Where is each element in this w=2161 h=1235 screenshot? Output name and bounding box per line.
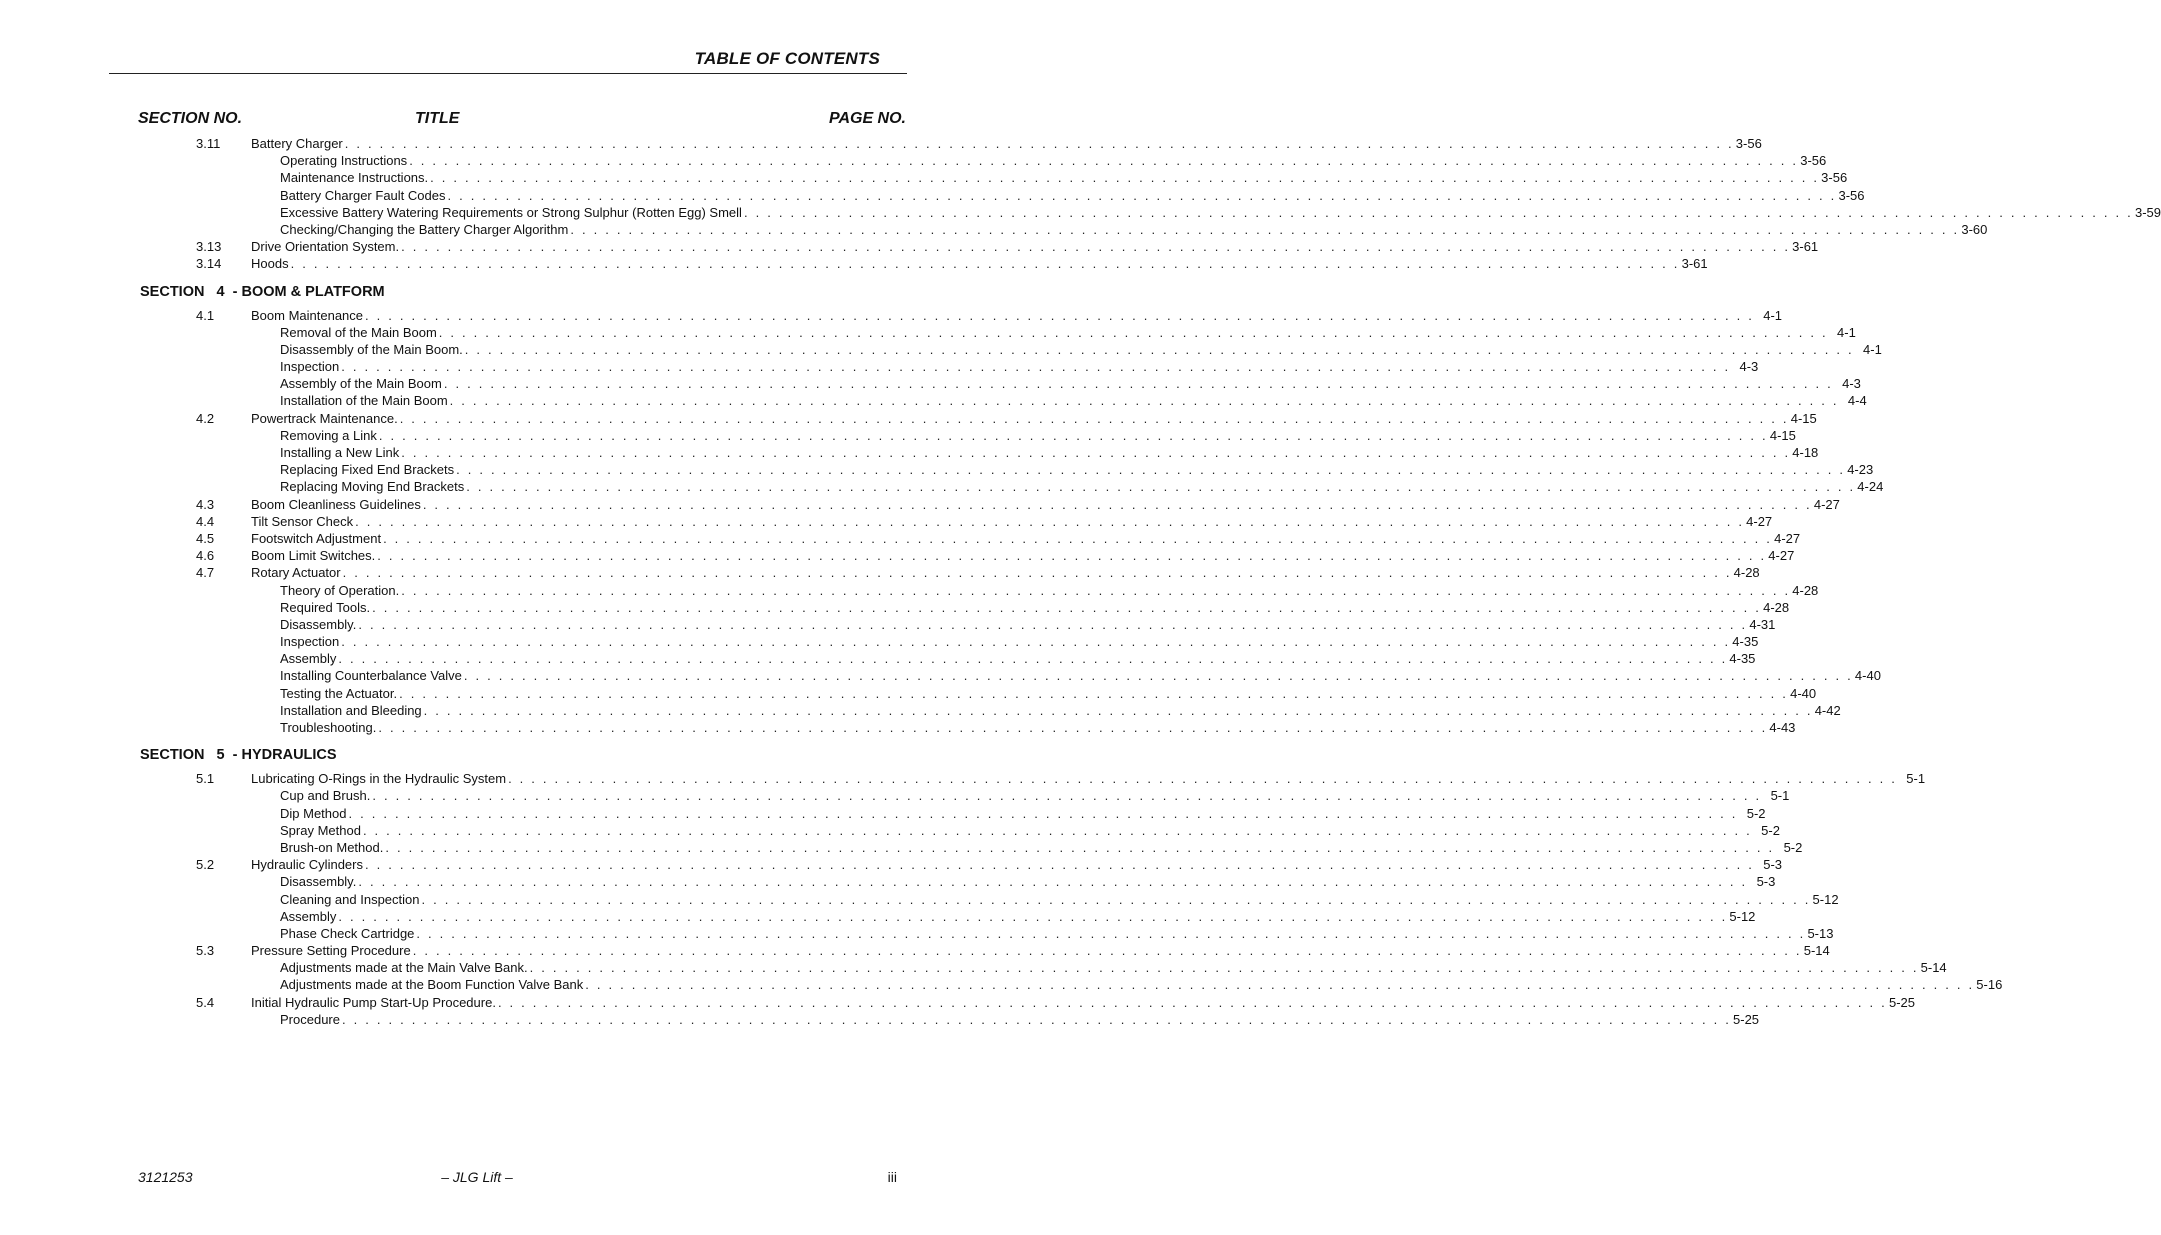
dot-leader: . . . . . . . . . . . . . . . . . . . . . . . . . . . . . . . . . . . . . . . . . . . . . . . . . . . . . . . . . . . . . . . . . . . . . . . . . . . . . . . . . . . . . . . . . . . . . . . . . . . . . . . . . . . . . . . . . . . . . . . . bbox=[399, 685, 1789, 701]
toc-entry-title: Assembly of the Main Boom bbox=[280, 376, 442, 392]
dot-leader: . . . . . . . . . . . . . . . . . . . . . . . . . . . . . . . . . . . . . . . . . . . . . . . . . . . . . . . . . . . . . . . . . . . . . . . . . . . . . . . . . . . . . . . . . . . . . . . . . . . . . . . . . . . . . . . . . . . . . . . . bbox=[443, 376, 1833, 392]
toc-entry-title: Installing a New Link bbox=[280, 445, 400, 460]
dot-leader: . . . . . . . . . . . . . . . . . . . . . . . . . . . . . . . . . . . . . . . . . . . . . . . . . . . . . . . . . . . . . . . . . . . . . . . . . . . . . . . . . . . . . . . . . . . . . . . . . . . . . . . . . . . . . . . . . . . . . . . . bbox=[378, 720, 1768, 735]
toc-entry[interactable] bbox=[0, 667, 1881, 684]
toc-entry[interactable] bbox=[0, 461, 1874, 478]
toc-entry-number: 4.1 bbox=[196, 307, 215, 323]
toc-entry-title: Checking/Changing the Battery Charger Algorithm bbox=[280, 221, 569, 237]
toc-entry-title: Cleaning and Inspection bbox=[280, 891, 420, 907]
toc-entry[interactable] bbox=[0, 375, 1861, 392]
toc-entry-number: 5.1 bbox=[196, 771, 215, 787]
toc-entry-page: 3-59 bbox=[2134, 204, 2161, 220]
toc-entry-title: Replacing Fixed End Brackets bbox=[280, 462, 455, 478]
dot-leader: . . . . . . . . . . . . . . . . . . . . . . . . . . . . . . . . . . . . . . . . . . . . . . . . . . . . . . . . . . . . . . . . . . . . . . . . . . . . . . . . . . . . . . . . . . . . . . . . . . . . . . . . . . . . . . . . . . . . . . . . bbox=[497, 994, 1887, 1010]
dot-leader: . . . . . . . . . . . . . . . . . . . . . . . . . . . . . . . . . . . . . . . . . . . . . . . . . . . . . . . . . . . . . . . . . . . . . . . . . . . . . . . . . . . . . . . . . . . . . . . . . . . . . . . . . . . . . . . . . . . . . . . . bbox=[529, 960, 1919, 976]
toc-entry-number: 4.7 bbox=[196, 565, 215, 581]
toc-entry-page: 5-12 bbox=[1812, 891, 1839, 907]
section-heading-text: SECTION 4 - BOOM & PLATFORM bbox=[140, 283, 385, 300]
toc-entry-title: Disassembly. bbox=[280, 616, 357, 632]
toc-entry-title: Operating Instructions bbox=[280, 153, 408, 169]
toc-entry-page: 4-28 bbox=[1792, 582, 1819, 598]
toc-entry[interactable] bbox=[0, 324, 1856, 341]
dot-leader: . . . . . . . . . . . . . . . . . . . . . . . . . . . . . . . . . . . . . . . . . . . . . . . . . . . . . . . . . . . . . . . . . . . . . . . . . . . . . . . . . . . . . . . . . . . . . . . . . . . . . . . . . . . . . . . . . . . . . . . . bbox=[401, 445, 1791, 460]
toc-entry-title: Adjustments made at the Boom Function Valve Bank bbox=[280, 977, 584, 993]
toc-entry[interactable] bbox=[0, 719, 1796, 736]
dot-leader: . . . . . . . . . . . . . . . . . . . . . . . . . . . . . . . . . . . . . . . . . . . . . . . . . . . . . . . . . . . . . . . . . . . . . . . . . . . . . . . . . . . . . . . . . . . . . . . . . . . . . . . . . . . . . . . . . . . . . . . . bbox=[358, 616, 1748, 632]
footer-page-number: iii bbox=[887, 1169, 897, 1185]
toc-entry-title: Troubleshooting. bbox=[280, 720, 377, 735]
toc-entry-page: 4-27 bbox=[1813, 496, 1840, 512]
toc-entry-page: 3-61 bbox=[1792, 239, 1819, 255]
toc-entry[interactable] bbox=[0, 410, 1817, 427]
dot-leader: . . . . . . . . . . . . . . . . . . . . . . . . . . . . . . . . . . . . . . . . . . . . . . . . . . . . . . . . . . . . . . . . . . . . . . . . . . . . . . . . . . . . . . . . . . . . . . . . . . . . . . . . . . . . . . . . . . . . . . . . bbox=[377, 548, 1767, 564]
toc-entry-number: 5.4 bbox=[196, 994, 215, 1010]
toc-entry-number: 3.11 bbox=[196, 136, 221, 151]
toc-entry-page: 4-4 bbox=[1847, 393, 1867, 409]
toc-entry[interactable] bbox=[0, 994, 1915, 1011]
dot-leader: . . . . . . . . . . . . . . . . . . . . . . . . . . . . . . . . . . . . . . . . . . . . . . . . . . . . . . . . . . . . . . . . . . . . . . . . . . . . . . . . . . . . . . . . . . . . . . . . . . . . . . . . . . . . . . . . . . . . . . . . bbox=[362, 822, 1752, 838]
toc-entry-title: Drive Orientation System. bbox=[251, 239, 400, 255]
toc-entry[interactable] bbox=[0, 427, 1796, 444]
section-heading bbox=[0, 736, 954, 764]
toc-entry[interactable] bbox=[0, 513, 1773, 530]
dot-leader: . . . . . . . . . . . . . . . . . . . . . . . . . . . . . . . . . . . . . . . . . . . . . . . . . . . . . . . . . . . . . . . . . . . . . . . . . . . . . . . . . . . . . . . . . . . . . . . . . . . . . . . . . . . . . . . . . . . . . . . . bbox=[423, 702, 1813, 718]
toc-entry-title: Boom Limit Switches. bbox=[251, 548, 376, 564]
toc-entry[interactable] bbox=[0, 839, 1803, 856]
toc-entry[interactable] bbox=[0, 891, 1839, 908]
footer-center-text: – JLG Lift – bbox=[441, 1169, 513, 1185]
toc-entry-number: 4.5 bbox=[196, 530, 215, 546]
dot-leader: . . . . . . . . . . . . . . . . . . . . . . . . . . . . . . . . . . . . . . . . . . . . . . . . . . . . . . . . . . . . . . . . . . . . . . . . . . . . . . . . . . . . . . . . . . . . . . . . . . . . . . . . . . . . . . . . . . . . . . . . bbox=[422, 496, 1812, 512]
toc-entry-title: Theory of Operation. bbox=[280, 582, 400, 598]
dot-leader: . . . . . . . . . . . . . . . . . . . . . . . . . . . . . . . . . . . . . . . . . . . . . . . . . . . . . . . . . . . . . . . . . . . . . . . . . . . . . . . . . . . . . . . . . . . . . . . . . . . . . . . . . . . . . . . . . . . . . . . . bbox=[570, 221, 1960, 237]
toc-entry[interactable] bbox=[0, 307, 1783, 324]
toc-entry-title: Phase Check Cartridge bbox=[280, 925, 415, 941]
footer-doc-number: 3121253 bbox=[138, 1169, 193, 1185]
toc-entry-title: Hoods bbox=[251, 256, 289, 272]
column-heading-page: PAGE NO. bbox=[828, 110, 906, 127]
toc-entry-page: 4-24 bbox=[1857, 479, 1884, 495]
toc-entry-page: 5-16 bbox=[1976, 977, 2003, 993]
toc-entry[interactable] bbox=[0, 496, 1840, 513]
dot-leader: . . . . . . . . . . . . . . . . . . . . . . . . . . . . . . . . . . . . . . . . . . . . . . . . . . . . . . . . . . . . . . . . . . . . . . . . . . . . . . . . . . . . . . . . . . . . . . . . . . . . . . . . . . . . . . . . . . . . . . . . bbox=[348, 805, 1738, 821]
toc-entry-page: 4-1 bbox=[1863, 341, 1882, 357]
dot-leader: . . . . . . . . . . . . . . . . . . . . . . . . . . . . . . . . . . . . . . . . . . . . . . . . . . . . . . . . . . . . . . . . . . . . . . . . . . . . . . . . . . . . . . . . . . . . . . . . . . . . . . . . . . . . . . . . . . . . . . . . bbox=[383, 530, 1773, 546]
dot-leader: . . . . . . . . . . . . . . . . . . . . . . . . . . . . . . . . . . . . . . . . . . . . . . . . . . . . . . . . . . . . . . . . . . . . . . . . . . . . . . . . . . . . . . . . . . . . . . . . . . . . . . . . . . . . . . . . . . . . . . . . bbox=[341, 634, 1731, 650]
toc-entry-title: Disassembly of the Main Boom. bbox=[280, 341, 463, 357]
toc-entry-page: 3-60 bbox=[1961, 221, 1988, 237]
toc-entry-title: Removing a Link bbox=[280, 427, 377, 443]
dot-leader: . . . . . . . . . . . . . . . . . . . . . . . . . . . . . . . . . . . . . . . . . . . . . . . . . . . . . . . . . . . . . . . . . . . . . . . . . . . . . . . . . . . . . . . . . . . . . . . . . . . . . . . . . . . . . . . . . . . . . . . . bbox=[421, 891, 1811, 907]
toc-entry[interactable] bbox=[0, 770, 1926, 787]
toc-entry-title: Pressure Setting Procedure bbox=[251, 943, 411, 959]
dot-leader: . . . . . . . . . . . . . . . . . . . . . . . . . . . . . . . . . . . . . . . . . . . . . . . . . . . . . . . . . . . . . . . . . . . . . . . . . . . . . . . . . . . . . . . . . . . . . . . . . . . . . . . . . . . . . . . . . . . . . . . . bbox=[358, 874, 1748, 890]
dot-leader: . . . . . . . . . . . . . . . . . . . . . . . . . . . . . . . . . . . . . . . . . . . . . . . . . . . . . . . . . . . . . . . . . . . . . . . . . . . . . . . . . . . . . . . . . . . . . . . . . . . . . . . . . . . . . . . . . . . . . . . . bbox=[355, 513, 1745, 529]
toc-entry-title: Installation of the Main Boom bbox=[280, 393, 448, 409]
toc-entry-page: 4-40 bbox=[1790, 685, 1817, 701]
toc-entry-page: 5-3 bbox=[1763, 857, 1783, 873]
toc-entry-title: Assembly bbox=[280, 908, 337, 924]
toc-entry-page: 4-3 bbox=[1842, 376, 1861, 392]
toc-entry-page: 3-56 bbox=[1800, 153, 1827, 169]
toc-entry-title: Adjustments made at the Main Valve Bank. bbox=[280, 960, 528, 976]
toc-entry-page: 3-61 bbox=[1681, 256, 1708, 272]
toc-entry-title: Required Tools. bbox=[280, 599, 371, 615]
toc-entry-title: Procedure bbox=[280, 1011, 340, 1027]
toc-entry-page: 4-27 bbox=[1768, 548, 1795, 564]
toc-entry[interactable] bbox=[0, 187, 1865, 204]
toc-entry-title: Rotary Actuator bbox=[251, 565, 341, 581]
table-of-contents bbox=[0, 135, 2161, 1028]
toc-entry[interactable] bbox=[0, 169, 1848, 186]
toc-entry[interactable] bbox=[0, 1011, 1760, 1028]
toc-entry[interactable] bbox=[0, 702, 1841, 719]
toc-entry[interactable] bbox=[0, 582, 1819, 599]
toc-entry-title: Dip Method bbox=[280, 805, 347, 821]
toc-entry[interactable] bbox=[0, 564, 1760, 581]
toc-entry-title: Cup and Brush. bbox=[280, 788, 371, 804]
dot-leader: . . . . . . . . . . . . . . . . . . . . . . . . . . . . . . . . . . . . . . . . . . . . . . . . . . . . . . . . . . . . . . . . . . . . . . . . . . . . . . . . . . . . . . . . . . . . . . . . . . . . . . . . . . . . . . . . . . . . . . . . bbox=[290, 256, 1680, 272]
toc-entry-title: Footswitch Adjustment bbox=[251, 530, 382, 546]
dot-leader: . . . . . . . . . . . . . . . . . . . . . . . . . . . . . . . . . . . . . . . . . . . . . . . . . . . . . . . . . . . . . . . . . . . . . . . . . . . . . . . . . . . . . . . . . . . . . . . . . . . . . . . . . . . . . . . . . . . . . . . . bbox=[344, 136, 1734, 151]
toc-entry-title: Removal of the Main Boom bbox=[280, 324, 437, 340]
toc-entry[interactable] bbox=[0, 341, 1882, 358]
dot-leader: . . . . . . . . . . . . . . . . . . . . . . . . . . . . . . . . . . . . . . . . . . . . . . . . . . . . . . . . . . . . . . . . . . . . . . . . . . . . . . . . . . . . . . . . . . . . . . . . . . . . . . . . . . . . . . . . . . . . . . . . bbox=[378, 427, 1768, 443]
toc-entry-title: Lubricating O-Rings in the Hydraulic System bbox=[251, 771, 507, 787]
toc-entry-page: 5-14 bbox=[1920, 960, 1947, 976]
toc-entry-title: Spray Method bbox=[280, 822, 361, 838]
dot-leader: . . . . . . . . . . . . . . . . . . . . . . . . . . . . . . . . . . . . . . . . . . . . . . . . . . . . . . . . . . . . . . . . . . . . . . . . . . . . . . . . . . . . . . . . . . . . . . . . . . . . . . . . . . . . . . . . . . . . . . . . bbox=[585, 977, 1975, 993]
dot-leader: . . . . . . . . . . . . . . . . . . . . . . . . . . . . . . . . . . . . . . . . . . . . . . . . . . . . . . . . . . . . . . . . . . . . . . . . . . . . . . . . . . . . . . . . . . . . . . . . . . . . . . . . . . . . . . . . . . . . . . . . bbox=[447, 187, 1837, 203]
dot-leader: . . . . . . . . . . . . . . . . . . . . . . . . . . . . . . . . . . . . . . . . . . . . . . . . . . . . . . . . . . . . . . . . . . . . . . . . . . . . . . . . . . . . . . . . . . . . . . . . . . . . . . . . . . . . . . . . . . . . . . . . bbox=[401, 582, 1791, 598]
section-heading bbox=[0, 273, 954, 298]
toc-entry-page: 4-35 bbox=[1732, 634, 1759, 650]
toc-entry-number: 4.2 bbox=[196, 410, 215, 426]
section-heading-text: SECTION 5 - HYDRAULICS bbox=[140, 747, 337, 764]
toc-entry-page: 4-43 bbox=[1769, 720, 1796, 735]
toc-entry-page: 5-1 bbox=[1770, 788, 1790, 804]
toc-entry[interactable] bbox=[0, 822, 1780, 839]
toc-entry[interactable] bbox=[0, 204, 2161, 221]
page-header-title: TABLE OF CONTENTS bbox=[694, 49, 880, 68]
toc-entry[interactable] bbox=[0, 925, 1834, 942]
dot-leader: . . . . . . . . . . . . . . . . . . . . . . . . . . . . . . . . . . . . . . . . . . . . . . . . . . . . . . . . . . . . . . . . . . . . . . . . . . . . . . . . . . . . . . . . . . . . . . . . . . . . . . . . . . . . . . . . . . . . . . . . bbox=[401, 239, 1791, 255]
toc-entry[interactable] bbox=[0, 478, 1884, 495]
toc-entry[interactable] bbox=[0, 959, 1947, 976]
dot-leader: . . . . . . . . . . . . . . . . . . . . . . . . . . . . . . . . . . . . . . . . . . . . . . . . . . . . . . . . . . . . . . . . . . . . . . . . . . . . . . . . . . . . . . . . . . . . . . . . . . . . . . . . . . . . . . . . . . . . . . . . bbox=[466, 479, 1856, 495]
toc-entry[interactable] bbox=[0, 908, 1756, 925]
toc-entry-title: Disassembly. bbox=[280, 874, 357, 890]
dot-leader: . . . . . . . . . . . . . . . . . . . . . . . . . . . . . . . . . . . . . . . . . . . . . . . . . . . . . . . . . . . . . . . . . . . . . . . . . . . . . . . . . . . . . . . . . . . . . . . . . . . . . . . . . . . . . . . . . . . . . . . . bbox=[463, 668, 1853, 684]
toc-entry-number: 4.6 bbox=[196, 548, 215, 564]
toc-entry-title: Brush-on Method. bbox=[280, 839, 384, 855]
toc-entry-page: 4-27 bbox=[1746, 513, 1773, 529]
toc-entry-page: 4-1 bbox=[1763, 307, 1783, 323]
toc-entry-title: Boom Cleanliness Guidelines bbox=[251, 496, 421, 512]
toc-entry-page: 4-28 bbox=[1763, 599, 1790, 615]
toc-entry-number: 4.4 bbox=[196, 513, 215, 529]
dot-leader: . . . . . . . . . . . . . . . . . . . . . . . . . . . . . . . . . . . . . . . . . . . . . . . . . . . . . . . . . . . . . . . . . . . . . . . . . . . . . . . . . . . . . . . . . . . . . . . . . . . . . . . . . . . . . . . . . . . . . . . . bbox=[508, 771, 1898, 787]
toc-entry-page: 3-56 bbox=[1735, 136, 1762, 151]
toc-entry[interactable] bbox=[0, 805, 1766, 822]
toc-entry-title: Initial Hydraulic Pump Start-Up Procedure. bbox=[251, 994, 496, 1010]
toc-entry-page: 4-15 bbox=[1790, 410, 1817, 426]
toc-entry[interactable] bbox=[0, 444, 1819, 461]
toc-entry-number: 5.2 bbox=[196, 857, 215, 873]
toc-entry[interactable] bbox=[0, 599, 1790, 616]
dot-leader: . . . . . . . . . . . . . . . . . . . . . . . . . . . . . . . . . . . . . . . . . . . . . . . . . . . . . . . . . . . . . . . . . . . . . . . . . . . . . . . . . . . . . . . . . . . . . . . . . . . . . . . . . . . . . . . . . . . . . . . . bbox=[399, 410, 1789, 426]
dot-leader: . . . . . . . . . . . . . . . . . . . . . . . . . . . . . . . . . . . . . . . . . . . . . . . . . . . . . . . . . . . . . . . . . . . . . . . . . . . . . . . . . . . . . . . . . . . . . . . . . . . . . . . . . . . . . . . . . . . . . . . . bbox=[743, 204, 2133, 220]
toc-entry-title: Installation and Bleeding bbox=[280, 702, 422, 718]
toc-entry[interactable] bbox=[0, 135, 1762, 152]
toc-entry[interactable] bbox=[0, 650, 1756, 667]
dot-leader: . . . . . . . . . . . . . . . . . . . . . . . . . . . . . . . . . . . . . . . . . . . . . . . . . . . . . . . . . . . . . . . . . . . . . . . . . . . . . . . . . . . . . . . . . . . . . . . . . . . . . . . . . . . . . . . . . . . . . . . . bbox=[364, 857, 1755, 873]
toc-entry[interactable] bbox=[0, 358, 1759, 375]
dot-leader: . . . . . . . . . . . . . . . . . . . . . . . . . . . . . . . . . . . . . . . . . . . . . . . . . . . . . . . . . . . . . . . . . . . . . . . . . . . . . . . . . . . . . . . . . . . . . . . . . . . . . . . . . . . . . . . . . . . . . . . . bbox=[456, 462, 1846, 478]
toc-entry-page: 5-12 bbox=[1729, 908, 1756, 924]
toc-entry-title: Maintenance Instructions. bbox=[280, 170, 429, 186]
toc-entry[interactable] bbox=[0, 856, 1783, 873]
toc-entry-page: 4-23 bbox=[1847, 462, 1874, 478]
dot-leader: . . . . . . . . . . . . . . . . . . . . . . . . . . . . . . . . . . . . . . . . . . . . . . . . . . . . . . . . . . . . . . . . . . . . . . . . . . . . . . . . . . . . . . . . . . . . . . . . . . . . . . . . . . . . . . . . . . . . . . . . bbox=[438, 324, 1828, 340]
toc-entry-page: 5-25 bbox=[1888, 994, 1915, 1010]
toc-entry-page: 3-56 bbox=[1838, 187, 1865, 203]
toc-entry[interactable] bbox=[0, 976, 2003, 993]
toc-entry-title: Hydraulic Cylinders bbox=[251, 857, 363, 873]
toc-entry-title: Inspection bbox=[280, 634, 340, 650]
dot-leader: . . . . . . . . . . . . . . . . . . . . . . . . . . . . . . . . . . . . . . . . . . . . . . . . . . . . . . . . . . . . . . . . . . . . . . . . . . . . . . . . . . . . . . . . . . . . . . . . . . . . . . . . . . . . . . . . . . . . . . . . bbox=[449, 393, 1839, 409]
column-heading-section: SECTION NO. bbox=[138, 110, 243, 127]
column-heading-title: TITLE bbox=[415, 110, 460, 127]
toc-entry[interactable] bbox=[0, 152, 1827, 169]
toc-entry[interactable] bbox=[0, 633, 1759, 650]
toc-entry-title: Excessive Battery Watering Requirements or Strong Sulphur (Rotten Egg) Smell bbox=[280, 204, 742, 220]
toc-entry-title: Boom Maintenance bbox=[251, 307, 364, 323]
toc-entry-page: 4-31 bbox=[1749, 616, 1776, 632]
toc-entry[interactable] bbox=[0, 221, 1988, 238]
toc-entry-page: 4-1 bbox=[1837, 324, 1856, 340]
toc-entry[interactable] bbox=[0, 787, 1790, 804]
toc-entry-page: 4-27 bbox=[1774, 530, 1801, 546]
dot-leader: . . . . . . . . . . . . . . . . . . . . . . . . . . . . . . . . . . . . . . . . . . . . . . . . . . . . . . . . . . . . . . . . . . . . . . . . . . . . . . . . . . . . . . . . . . . . . . . . . . . . . . . . . . . . . . . . . . . . . . . . bbox=[372, 788, 1762, 804]
toc-entry[interactable] bbox=[0, 942, 1830, 959]
toc-entry-title: Testing the Actuator. bbox=[280, 685, 398, 701]
toc-entry-title: Tilt Sensor Check bbox=[251, 513, 354, 529]
toc-entry-page: 4-35 bbox=[1729, 651, 1756, 667]
toc-entry-page: 4-18 bbox=[1792, 445, 1819, 460]
toc-entry-page: 5-1 bbox=[1906, 771, 1926, 787]
dot-leader: . . . . . . . . . . . . . . . . . . . . . . . . . . . . . . . . . . . . . . . . . . . . . . . . . . . . . . . . . . . . . . . . . . . . . . . . . . . . . . . . . . . . . . . . . . . . . . . . . . . . . . . . . . . . . . . . . . . . . . . . bbox=[338, 908, 1728, 924]
toc-entry-page: 5-2 bbox=[1761, 822, 1780, 838]
toc-entry-page: 4-40 bbox=[1854, 668, 1881, 684]
toc-entry-title: Battery Charger Fault Codes bbox=[280, 187, 446, 203]
dot-leader: . . . . . . . . . . . . . . . . . . . . . . . . . . . . . . . . . . . . . . . . . . . . . . . . . . . . . . . . . . . . . . . . . . . . . . . . . . . . . . . . . . . . . . . . . . . . . . . . . . . . . . . . . . . . . . . . . . . . . . . . bbox=[464, 341, 1854, 357]
toc-entry-title: Powertrack Maintenance. bbox=[251, 410, 398, 426]
column-headings bbox=[138, 110, 906, 132]
toc-entry[interactable] bbox=[0, 238, 1819, 255]
toc-entry-number: 3.14 bbox=[196, 256, 222, 272]
toc-entry-page: 4-42 bbox=[1814, 702, 1841, 718]
dot-leader: . . . . . . . . . . . . . . . . . . . . . . . . . . . . . . . . . . . . . . . . . . . . . . . . . . . . . . . . . . . . . . . . . . . . . . . . . . . . . . . . . . . . . . . . . . . . . . . . . . . . . . . . . . . . . . . . . . . . . . . . bbox=[416, 925, 1806, 941]
toc-entry[interactable] bbox=[0, 530, 1801, 547]
toc-entry[interactable] bbox=[0, 685, 1817, 702]
toc-entry-page: 5-3 bbox=[1756, 874, 1776, 890]
dot-leader: . . . . . . . . . . . . . . . . . . . . . . . . . . . . . . . . . . . . . . . . . . . . . . . . . . . . . . . . . . . . . . . . . . . . . . . . . . . . . . . . . . . . . . . . . . . . . . . . . . . . . . . . . . . . . . . . . . . . . . . . bbox=[412, 943, 1802, 959]
toc-entry-title: Replacing Moving End Brackets bbox=[280, 479, 465, 495]
toc-entry-page: 5-2 bbox=[1746, 805, 1766, 821]
toc-entry-title: Inspection bbox=[280, 359, 340, 375]
toc-entry-page: 4-15 bbox=[1769, 427, 1796, 443]
dot-leader: . . . . . . . . . . . . . . . . . . . . . . . . . . . . . . . . . . . . . . . . . . . . . . . . . . . . . . . . . . . . . . . . . . . . . . . . . . . . . . . . . . . . . . . . . . . . . . . . . . . . . . . . . . . . . . . . . . . . . . . . bbox=[430, 170, 1820, 186]
dot-leader: . . . . . . . . . . . . . . . . . . . . . . . . . . . . . . . . . . . . . . . . . . . . . . . . . . . . . . . . . . . . . . . . . . . . . . . . . . . . . . . . . . . . . . . . . . . . . . . . . . . . . . . . . . . . . . . . . . . . . . . . bbox=[341, 1011, 1732, 1027]
dot-leader: . . . . . . . . . . . . . . . . . . . . . . . . . . . . . . . . . . . . . . . . . . . . . . . . . . . . . . . . . . . . . . . . . . . . . . . . . . . . . . . . . . . . . . . . . . . . . . . . . . . . . . . . . . . . . . . . . . . . . . . . bbox=[338, 651, 1728, 667]
toc-entry[interactable] bbox=[0, 873, 1776, 890]
dot-leader: . . . . . . . . . . . . . . . . . . . . . . . . . . . . . . . . . . . . . . . . . . . . . . . . . . . . . . . . . . . . . . . . . . . . . . . . . . . . . . . . . . . . . . . . . . . . . . . . . . . . . . . . . . . . . . . . . . . . . . . . bbox=[385, 839, 1775, 855]
toc-entry-page: 4-28 bbox=[1733, 565, 1760, 581]
toc-entry[interactable] bbox=[0, 616, 1776, 633]
dot-leader: . . . . . . . . . . . . . . . . . . . . . . . . . . . . . . . . . . . . . . . . . . . . . . . . . . . . . . . . . . . . . . . . . . . . . . . . . . . . . . . . . . . . . . . . . . . . . . . . . . . . . . . . . . . . . . . . . . . . . . . . bbox=[372, 599, 1762, 615]
toc-entry-page: 5-2 bbox=[1783, 839, 1803, 855]
toc-entry-title: Battery Charger bbox=[251, 136, 343, 151]
toc-entry-page: 5-13 bbox=[1807, 925, 1834, 941]
header-rule bbox=[109, 73, 907, 74]
dot-leader: . . . . . . . . . . . . . . . . . . . . . . . . . . . . . . . . . . . . . . . . . . . . . . . . . . . . . . . . . . . . . . . . . . . . . . . . . . . . . . . . . . . . . . . . . . . . . . . . . . . . . . . . . . . . . . . . . . . . . . . . bbox=[342, 565, 1732, 581]
toc-entry-title: Assembly bbox=[280, 651, 337, 667]
toc-entry[interactable] bbox=[0, 547, 1795, 564]
toc-entry-page: 5-14 bbox=[1803, 943, 1830, 959]
toc-entry-page: 5-25 bbox=[1733, 1011, 1760, 1027]
toc-entry[interactable] bbox=[0, 392, 1867, 409]
toc-entry-page: 4-3 bbox=[1739, 359, 1759, 375]
toc-entry-number: 5.3 bbox=[196, 943, 215, 959]
toc-entry[interactable] bbox=[0, 255, 1708, 272]
dot-leader: . . . . . . . . . . . . . . . . . . . . . . . . . . . . . . . . . . . . . . . . . . . . . . . . . . . . . . . . . . . . . . . . . . . . . . . . . . . . . . . . . . . . . . . . . . . . . . . . . . . . . . . . . . . . . . . . . . . . . . . . bbox=[409, 153, 1799, 169]
toc-entry-title: Installing Counterbalance Valve bbox=[280, 668, 462, 684]
dot-leader: . . . . . . . . . . . . . . . . . . . . . . . . . . . . . . . . . . . . . . . . . . . . . . . . . . . . . . . . . . . . . . . . . . . . . . . . . . . . . . . . . . . . . . . . . . . . . . . . . . . . . . . . . . . . . . . . . . . . . . . . bbox=[341, 359, 1731, 375]
toc-entry-page: 3-56 bbox=[1821, 170, 1848, 186]
dot-leader: . . . . . . . . . . . . . . . . . . . . . . . . . . . . . . . . . . . . . . . . . . . . . . . . . . . . . . . . . . . . . . . . . . . . . . . . . . . . . . . . . . . . . . . . . . . . . . . . . . . . . . . . . . . . . . . . . . . . . . . . bbox=[365, 307, 1755, 323]
toc-entry-number: 3.13 bbox=[196, 239, 222, 255]
toc-entry-number: 4.3 bbox=[196, 496, 215, 512]
